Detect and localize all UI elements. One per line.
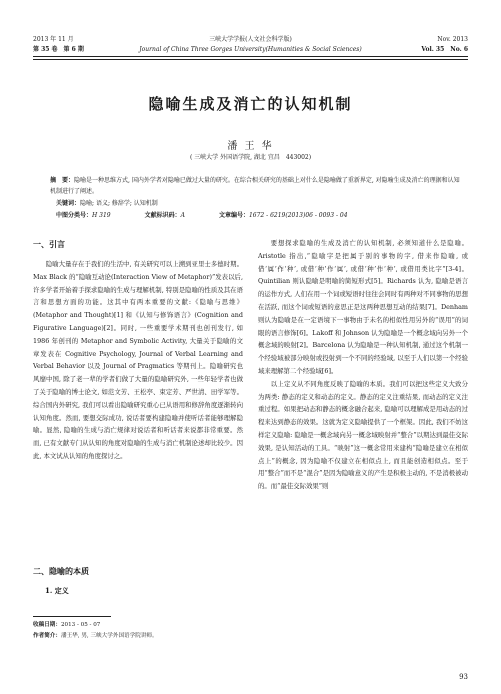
intro-paragraph: 隐喻大量存在于我们的生活中, 有关研究可以上溯到亚里士多德时期。Max Black 的“隐喻互动论(Interaction View of Metaphor)”发表以后, 许多学者开始着手探求隐喻的生成与理解机制, 特别是隐喻的性质及其在语言和思想方面的功能。这其中有两本重要的文献:《隐喻与思维》(Metaphor and Thought)[1] 和《认知与修饰语言》(Cognition and Figurative Language)[2]。同时, 一些重要学术期刊也创刊发行, 如 1986 年创刊的 Metaphor and Symbolic Activity, 大量关于隐喻的文章发表在 Cognitive Psychology, Journal of Verbal Learning and Verbal Behavior 以及 Journal of Pragmatics 等期刊上。隐喻研究也风靡中国, 除了老一辈的学者们做了大量的隐喻研究外, 一些年轻学者也做了关于隐喻的博士论文, 如范文芳、王松亭、束定芳、严世清、田学军等。综合国内外研究, 我们可以看出隐喻研究重心已从语用和修辞角度逐渐转向认知角度。然而, 要想交际成功, 说话者要构建隐喻并使听话者能够理解隐喻。显然, 隐喻的生成与消亡规律对说话者和听话者来说都非常重要。然而, 已有文献专门从认知的角度对隐喻的生成与消亡机制论述却比较少。因此, 本文试从认知的角度探讨之。 — [33, 260, 243, 460]
header-issue: 第 35 卷 第 6 期 — [33, 46, 84, 53]
header-journal-en: Journal of China Three Gorges University(Humanities & Social Sciences) — [139, 46, 362, 53]
header-rule-thick — [33, 56, 468, 57]
footnote-rule — [33, 616, 111, 617]
keywords — [56, 198, 158, 207]
right-column-body — [258, 237, 468, 493]
left-column-body — [33, 258, 243, 463]
definitions-paragraph: 要想探求隐喻的生成及消亡的认知机制, 必须知道什么是隐喻。Aristotle 指出,“隐喻字是把属于别的事物的字, 借来作隐喻, 或借‘属’作‘种’, 或借‘种’作‘属’, 或借‘种’作‘种’, 或借用类比字”[3-4]。Quintilian 则认隐喻是明喻的简短形式[5]。Richards 认为, 隐喻是语言的运作方式, 人们在用一个词或短语时往往会同时有两种对不同事物的思想在活跃, 而这个词或短语的意思正是这两种思想互动的结果[7]。Denham 则认为隐喻是在一定语境下一事物由于未名的相似性用另外的“误用”的词眼的语言修饰[6]。Lakoff 和 Johnson 认为隐喻是一个概念域向另外一个概念域的映射[2]。Barcelona 认为隐喻是一种认知机制, 通过这个机制一个经验域被部分映射或投射到一个不同的经验域, 以至于人们以第一个经验域来理解第二个经验域[6]。 — [258, 239, 468, 375]
article-author: 潘 王 华 — [227, 141, 274, 152]
abstract — [50, 175, 460, 197]
keywords-label: 关键词： — [56, 200, 81, 207]
framework-paragraph: 以上定义从不同角度反映了隐喻的本质。我们可以把这些定义大致分为两类: 静态的定义和动态的定义。静态的定义注重结果, 而动态的定义注重过程。如果把动态和静态的概念融合起来, 隐喻可以理解成是用动态的过程来达到静态的效果。这就为定义隐喻提供了一个框架。因此, 我们不妨这样定义隐喻: 隐喻是一概念域向另一概念域映射并“整合”以期达到最佳交际效果, 是认知活动的工具。“映射”这一概念常用来建构“隐喻是建立在相似点上”的概念, 因为隐喻不仅建立在相似点上, 而且能创造相似点。至于用“整合”而不是“混合”是因为隐喻意义的产生是积极主动的, 不是消极被动的。而“最佳交际效果”则 — [258, 379, 468, 491]
footnote-author-bio: 作者简介：潘王华, 男, 三峡大学外国语学院讲师。 — [33, 633, 158, 639]
page-number: 93 — [459, 673, 468, 681]
abstract-label: 摘 要： — [50, 177, 75, 184]
header-journal-cn: 三峡大学学报(人文社会科学版) — [209, 36, 292, 43]
header-rule-thin — [33, 59, 468, 60]
subsection-heading-definition: 1. 定义 — [45, 586, 69, 595]
header-date-en: Nov. 2013 — [437, 36, 468, 43]
section-heading-introduction: 一、引言 — [33, 239, 65, 249]
keywords-text: 隐喻; 语义; 修辞学; 认知机制 — [80, 200, 158, 207]
abstract-text: 隐喻是一种思维方式, 国内外学者对隐喻已做过大量的研究。在综合相关研究的基础上对什么是隐喻做了重新界定, 对隐喻生成及消亡的理据和认知机制进行了阐述。 — [50, 177, 460, 195]
header-date: 2013 年 11 月 — [33, 36, 74, 43]
section-heading-nature: 二、隐喻的本质 — [33, 566, 89, 576]
article-title: 隐喻生成及消亡的认知机制 — [148, 95, 353, 113]
document-code: 文献标识码：A — [144, 212, 185, 219]
article-number: 文章编号：1672 - 6219(2013)06 - 0093 - 04 — [218, 212, 348, 219]
article-identifiers — [56, 210, 382, 219]
header-volume-en: Vol. 35 No. 6 — [421, 46, 468, 53]
clc-number: 中图分类号：H 319 — [56, 212, 111, 219]
author-affiliation: ( 三峡大学 外国语学院, 湖北 宜昌 443002) — [189, 154, 312, 161]
footnote-received: 收稿日期：2013 - 05 - 07 — [33, 622, 101, 628]
